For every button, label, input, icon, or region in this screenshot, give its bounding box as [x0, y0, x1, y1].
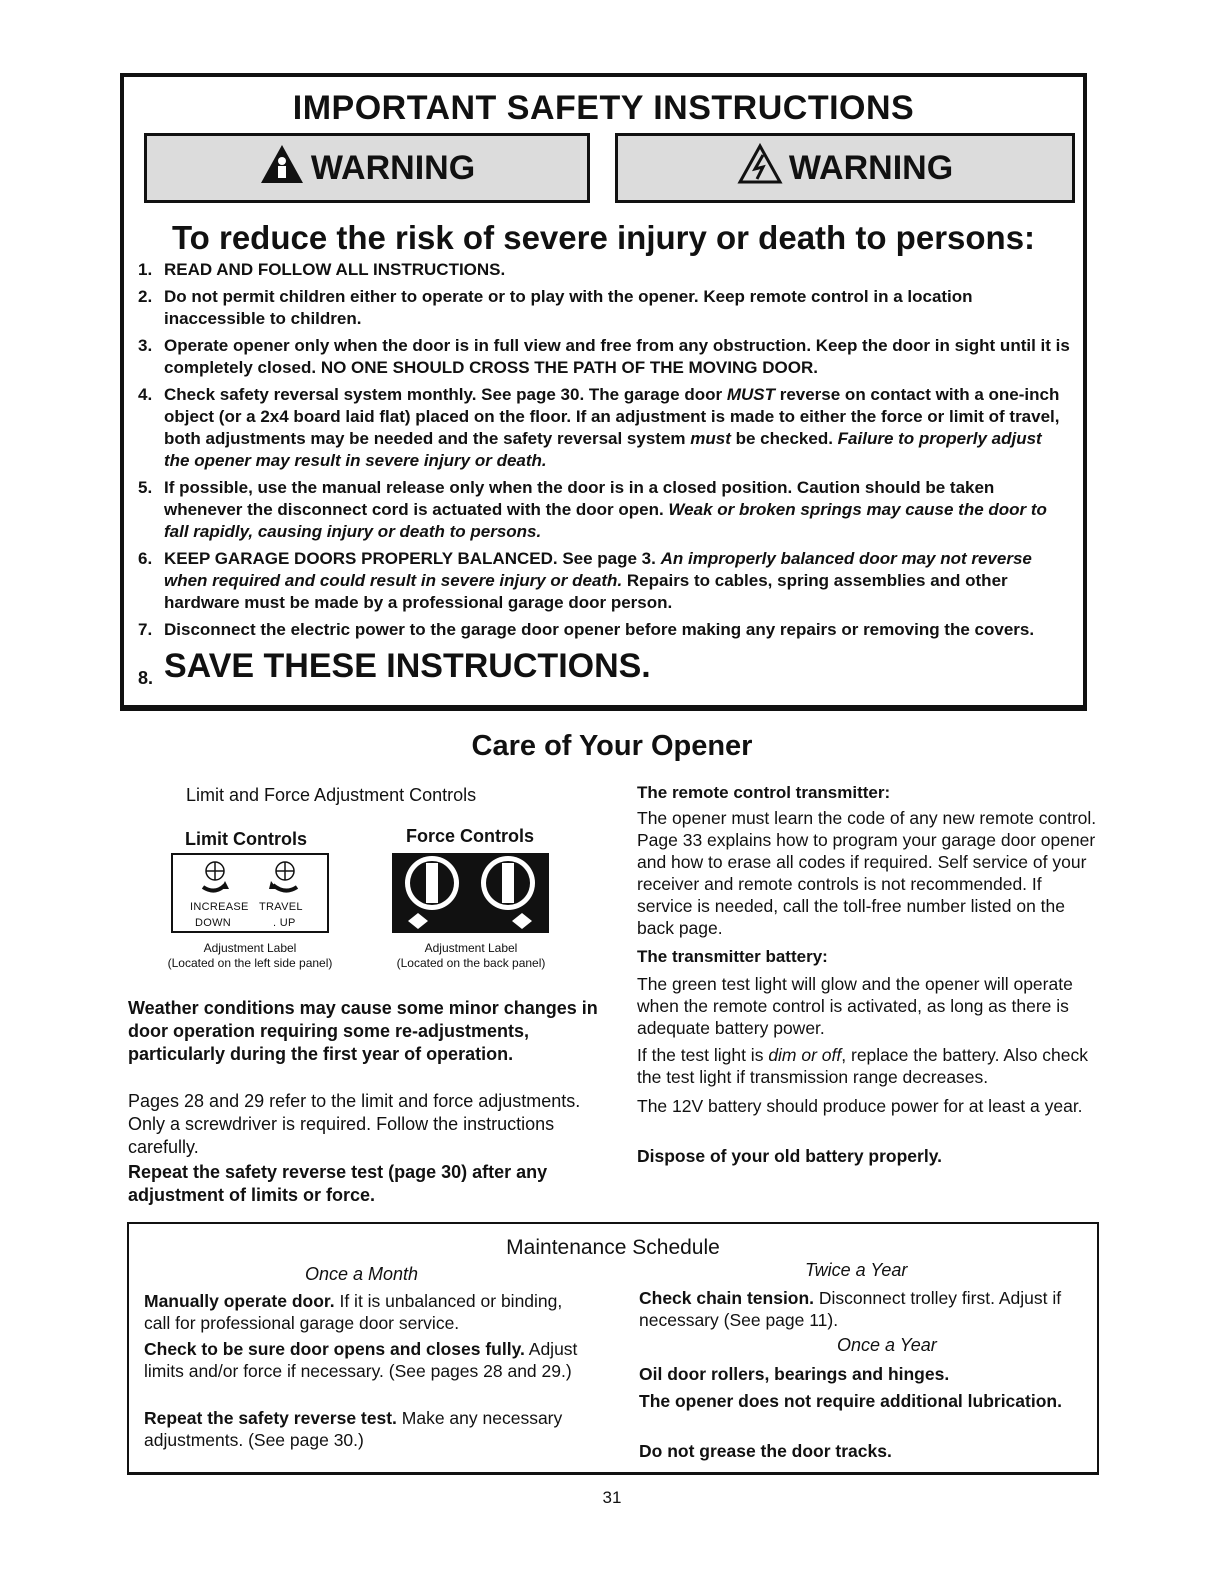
maintenance-item-operate: Manually operate door. If it is unbalanced or binding, call for professional garage door service. [144, 1291, 563, 1333]
dispose-note: Dispose of your old battery properly. [637, 1146, 943, 1166]
pages-note: Pages 28 and 29 refer to the limit and force adjustments. Only a screwdriver is required. Follow the instructions carefully. [128, 1091, 581, 1157]
repeat-test-note: Repeat the safety reverse test (page 30) after any adjustment of limits or force. [128, 1162, 548, 1205]
safety-item-2: 2. Do not permit children either to operate or to play with the opener. Keep remote control in a location inaccessible to children. [138, 287, 973, 328]
once-a-year-heading: Once a Year [837, 1335, 937, 1355]
safety-subtitle: To reduce the risk of severe injury or death to persons: [171, 219, 1036, 256]
once-a-month-heading: Once a Month [305, 1264, 419, 1284]
force-adjustment-label [392, 853, 549, 933]
force-controls-heading: Force Controls [406, 826, 535, 846]
limit-adjustment-label [171, 853, 329, 933]
warning-label-left: WARNING [310, 148, 476, 187]
label-travel: TRAVEL [259, 901, 303, 913]
safety-title: IMPORTANT SAFETY INSTRUCTIONS [292, 89, 915, 127]
battery-text-2: If the test light is dim or off, replace the battery. Also check the test light if transmission range decreases. [637, 1045, 1089, 1087]
force-caption: Adjustment Label (Located on the back panel) [396, 941, 546, 970]
battery-heading: The transmitter battery: [637, 947, 828, 966]
maintenance-item-tracks: Do not grease the door tracks. [639, 1441, 892, 1461]
limit-caption: Adjustment Label (Located on the left side panel) [167, 941, 333, 970]
label-up: . UP [273, 917, 296, 929]
limit-force-heading: Limit and Force Adjustment Controls [186, 785, 477, 805]
warning-label-right: WARNING [788, 148, 954, 187]
maintenance-item-lubrication: The opener does not require additional lubrication. [639, 1391, 1062, 1411]
safety-item-7: 7. Disconnect the electric power to the garage door opener before making any repairs or removing the covers. [138, 620, 1035, 639]
safety-instructions-box [120, 73, 1087, 711]
maintenance-box [127, 1222, 1099, 1475]
weather-note: Weather conditions may cause some minor changes in door operation requiring some re-adjustments, particularly during the first year of operation. [128, 998, 598, 1064]
safety-item-3: 3. Operate opener only when the door is in full view and free from any obstruction. Keep the door in sight until it is completely closed. NO ONE SHOULD CROSS THE PATH OF THE MOVING DOOR. [138, 336, 1070, 377]
safety-item-4: 4. Check safety reversal system monthly. See page 30. The garage door MUST reverse on contact with a one-inch object (or a 2x4 board laid flat) placed on the floor. If an adjustment is made to either the force or limit of travel, both adjustments may be needed and the safety reversal system must be checked. Failure to properly adjust the opener may result in severe injury or death. [138, 385, 1060, 470]
safety-item-6: 6. KEEP GARAGE DOORS PROPERLY BALANCED. See page 3. An improperly balanced door may not reverse when required and could result in severe injury or death. Repairs to cables, spring assemblies and other hardware must be made by a professional garage door person. [138, 549, 1032, 612]
safety-item-5: 5. If possible, use the manual release only when the door is in a closed position. Caution should be taken whenever the disconnect cord is actuated with the door open. Weak or broken springs may cause the door to fall rapidly, causing injury or death to persons. [138, 478, 1047, 541]
maintenance-item-chain: Check chain tension. Disconnect trolley first. Adjust if necessary (See page 11). [639, 1288, 1062, 1330]
battery-text-1: The green test light will glow and the opener will operate when the remote control is activated, as long as there is adequate battery power. [637, 974, 1073, 1038]
safety-list [138, 259, 1071, 691]
page-number: 31 [602, 1488, 622, 1507]
battery-text-3: The 12V battery should produce power for at least a year. [637, 1096, 1083, 1116]
maintenance-item-reverse-test: Repeat the safety reverse test. Make any necessary adjustments. (See page 30.) [144, 1408, 563, 1450]
hazard-person-icon [259, 143, 311, 194]
electric-hazard-icon [737, 143, 789, 194]
warning-banner-left [144, 133, 590, 203]
remote-heading: The remote control transmitter: [637, 783, 891, 802]
care-title: Care of Your Opener [471, 730, 753, 762]
maintenance-title: Maintenance Schedule [506, 1236, 720, 1259]
safety-item-8: 8. SAVE THESE INSTRUCTIONS. [138, 647, 651, 688]
limit-screw-icons [193, 859, 313, 901]
label-increase: INCREASE [190, 901, 249, 913]
limit-controls-heading: Limit Controls [185, 829, 307, 849]
force-dial-icons [392, 853, 549, 933]
maintenance-item-oil: Oil door rollers, bearings and hinges. [639, 1364, 950, 1384]
label-down: DOWN [195, 917, 232, 929]
safety-item-1: 1. READ AND FOLLOW ALL INSTRUCTIONS. [138, 260, 506, 279]
warning-banner-right [615, 133, 1075, 203]
twice-a-year-heading: Twice a Year [805, 1260, 908, 1280]
maintenance-item-check-open: Check to be sure door opens and closes fully. Adjust limits and/or force if necessary. (See pages 28 and 29.) [144, 1339, 578, 1381]
remote-text: The opener must learn the code of any new remote control. Page 33 explains how to program your garage door opener and how to erase all codes if required. Self service of your receiver and remote controls is not recommended. If service is needed, call the toll-free number listed on the back page. [637, 808, 1097, 938]
